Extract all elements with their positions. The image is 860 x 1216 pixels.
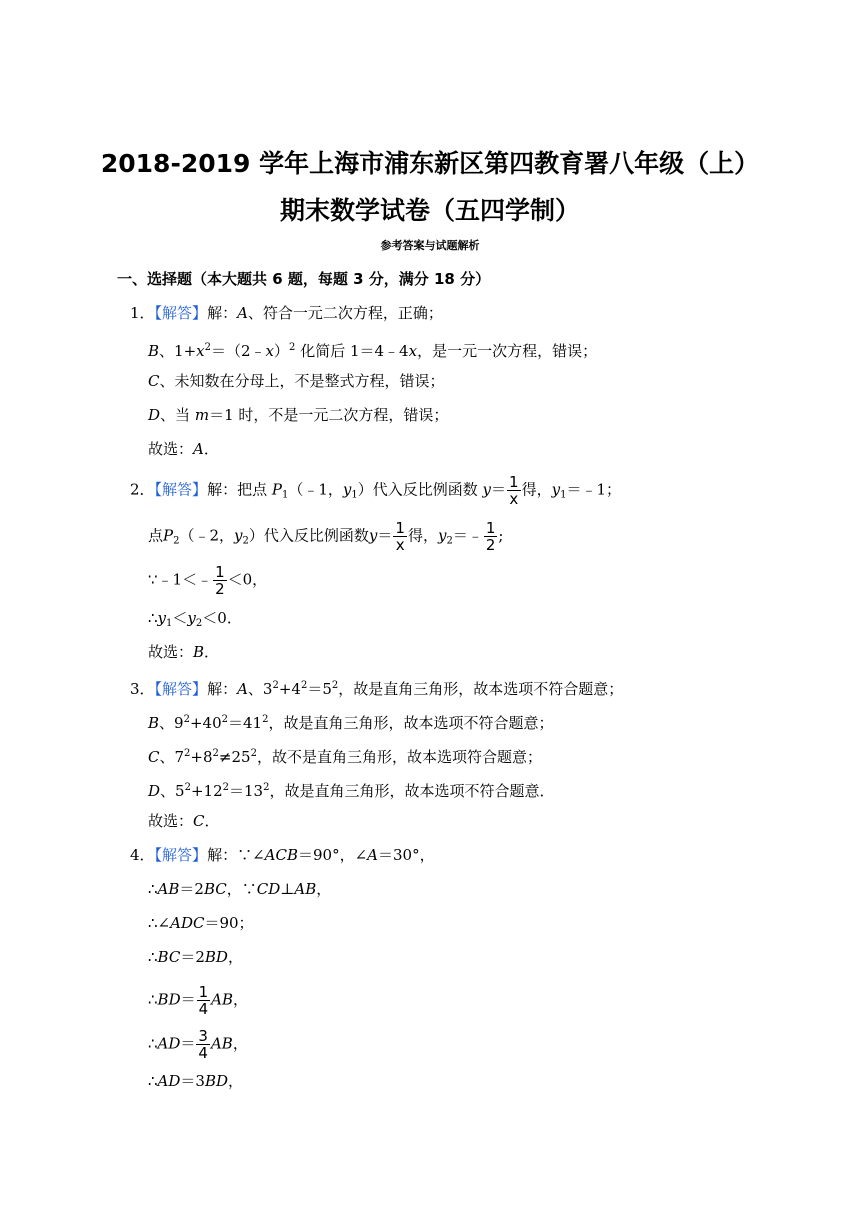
answer-tag: 【解答】 xyxy=(154,846,208,864)
q2-line2: 点$P_2(﹣2$，$y_2$）代入反比例函数y＝ $\frac{1}{x}$ 得，$y_2=﹣$ $\frac{1}{2}$ ; xyxy=(148,519,504,554)
fraction-1-over-2: $\frac{1}{2}$ xyxy=(485,519,496,554)
answer-tag: 【解答】 xyxy=(154,304,208,322)
q2-answer: 故选：B． xyxy=(148,643,220,661)
q4-line3: ∴∠ADC＝90； xyxy=(148,914,254,932)
fraction-3-over-4: $\frac{3}{4}$ xyxy=(198,1027,208,1062)
q4-line6: ∴AD＝ $\frac{3}{4}$ AB， xyxy=(148,1027,248,1062)
q2-line3: ∵﹣1＜﹣ $\frac{1}{2}$ ＜0， xyxy=(148,563,268,598)
answer-tag: 【解答】 xyxy=(154,480,208,499)
fraction-1-over-x: $\frac{1}{x}$ xyxy=(509,473,519,508)
q3-line1: 3．【解答】解：A、$3^2+4^2=5^2$，故是直角三角形，故本选项不符合题意； xyxy=(130,680,624,698)
q1-line4: D、当 m＝1 时，不是一元二次方程，错误； xyxy=(148,406,449,424)
q4-line2: ∴AB＝2BC，∵CD⊥AB， xyxy=(148,880,332,898)
document-subtitle: 参考答案与试题解析 xyxy=(380,239,480,252)
question-number: 3． xyxy=(130,680,155,698)
q1-answer: 故选：A． xyxy=(148,440,219,458)
question-number: 1． xyxy=(130,304,155,322)
q1-line3: C、未知数在分母上，不是整式方程，错误； xyxy=(148,372,445,390)
q4-line1: 4．【解答】解：∵∠ACB＝90°，∠A＝30°， xyxy=(130,846,435,864)
question-number: 2． xyxy=(130,480,155,499)
q3-answer: 故选：C． xyxy=(148,812,220,830)
q1-line2: B、$1+x^2=(2﹣x)^2$ 化简后 1＝4﹣4x，是一元一次方程，错误； xyxy=(148,342,598,360)
q3-line2: B、$9^2+40^2=41^2$，故是直角三角形，故本选项不符合题意； xyxy=(148,714,554,732)
fraction-1-over-x: $\frac{1}{x}$ xyxy=(395,519,405,554)
q2-line4: $\therefore y_1<y_2<0$． xyxy=(148,609,242,629)
q3-line4: D、$5^2+12^2=13^2$，故是直角三角形，故本选项不符合题意． xyxy=(148,782,555,800)
answer-tag: 【解答】 xyxy=(154,680,208,698)
q1-line1: 1．【解答】解：A、符合一元二次方程，正确； xyxy=(130,304,443,322)
document-title-line2: 期末数学试卷（五四学制） xyxy=(279,196,580,225)
document-title-line1: 2018-2019 学年上海市浦东新区第四教育署八年级（上） xyxy=(100,149,760,178)
section-heading: 一、选择题（本大题共 6 题，每题 3 分，满分 18 分） xyxy=(117,270,491,288)
fraction-1-over-2: $\frac{1}{2}$ xyxy=(215,563,225,598)
q4-line5: ∴BD＝ $\frac{1}{4}$ AB， xyxy=(148,983,249,1018)
q4-line7: ∴AD＝3BD， xyxy=(148,1072,244,1090)
question-number: 4． xyxy=(130,846,155,864)
fraction-1-over-4: $\frac{1}{4}$ xyxy=(198,983,209,1018)
q3-line3: C、$7^2+8^2\ne 25^2$，故不是直角三角形，故本选项符合题意； xyxy=(148,748,542,766)
q2-line1: 2．【解答】解：把点 $P_1(﹣1$，$y_1$）代入反比例函数 y＝ $\frac{1}{x}$ 得，$y_1=﹣1$； xyxy=(130,473,621,508)
q4-line4: ∴BC＝2BD， xyxy=(148,948,243,966)
